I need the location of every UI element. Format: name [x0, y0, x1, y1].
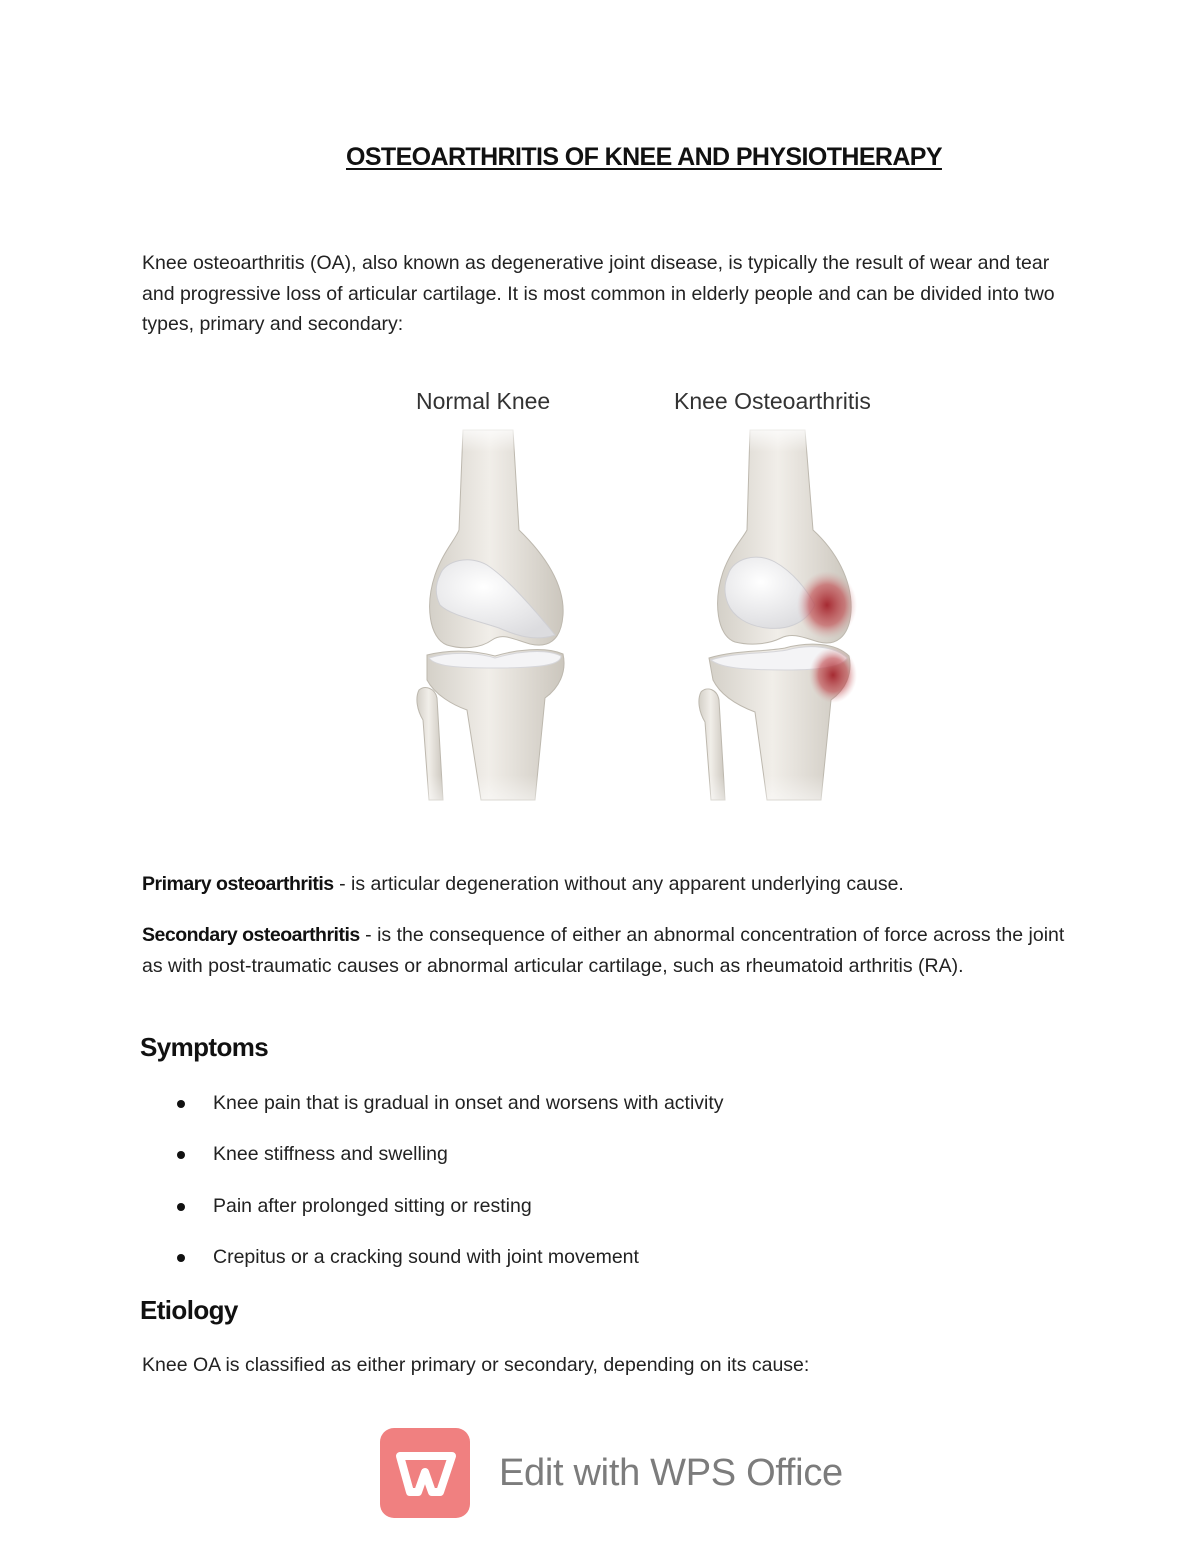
- bullet-icon: [177, 1151, 185, 1159]
- list-item: [172, 1242, 724, 1293]
- symptoms-list: [172, 1088, 724, 1293]
- secondary-term: Secondary osteoarthritis: [142, 924, 360, 946]
- list-item: [172, 1088, 724, 1139]
- etiology-heading: Etiology: [140, 1295, 238, 1325]
- wps-w-icon[interactable]: [380, 1428, 470, 1518]
- normal-knee-label: Normal Knee: [416, 388, 551, 414]
- primary-term: Primary osteoarthritis: [142, 873, 334, 895]
- bullet-icon: [177, 1100, 185, 1108]
- intro-paragraph: Knee osteoarthritis (OA), also known as degenerative joint disease, is typically the result of wear and tear and progressive loss of articular cartilage. It is most common in elderly people and can be divided into two types, primary and secondary:: [142, 252, 1055, 335]
- etiology-paragraph: Knee OA is classified as either primary or secondary, depending on its cause:: [142, 1354, 810, 1376]
- primary-text: - is articular degeneration without any apparent underlying cause.: [333, 873, 904, 895]
- wps-edit-banner[interactable]: [380, 1428, 860, 1520]
- page-title: OSTEOARTHRITIS OF KNEE AND PHYSIOTHERAPY: [346, 143, 942, 171]
- secondary-definition: [142, 920, 1072, 981]
- symptom-text: Crepitus or a cracking sound with joint movement: [213, 1245, 639, 1268]
- secondary-text: - is the consequence of either an abnormal concentration of force across the joint as with post-traumatic causes or abnormal articular cartilage, such as rheumatoid arthritis (RA).: [142, 924, 1065, 977]
- symptom-text: Knee pain that is gradual in onset and worsens with activity: [213, 1092, 724, 1114]
- knee-illustration: [395, 380, 915, 830]
- bullet-icon: [177, 1254, 185, 1262]
- normal-knee-bones: [417, 430, 564, 800]
- symptom-text: Knee stiffness and swelling: [213, 1143, 448, 1166]
- list-item: [172, 1139, 724, 1190]
- bullet-icon: [177, 1203, 185, 1211]
- oa-knee-bones: [699, 430, 857, 800]
- list-item: [172, 1191, 724, 1242]
- wps-banner-text[interactable]: Edit with WPS Office: [499, 1452, 843, 1494]
- symptom-text: Pain after prolonged sitting or resting: [213, 1194, 532, 1217]
- primary-definition: [142, 869, 1072, 900]
- knee-comparison-figure: [395, 380, 915, 830]
- oa-knee-label: Knee Osteoarthritis: [674, 388, 871, 414]
- symptoms-heading: Symptoms: [140, 1032, 269, 1062]
